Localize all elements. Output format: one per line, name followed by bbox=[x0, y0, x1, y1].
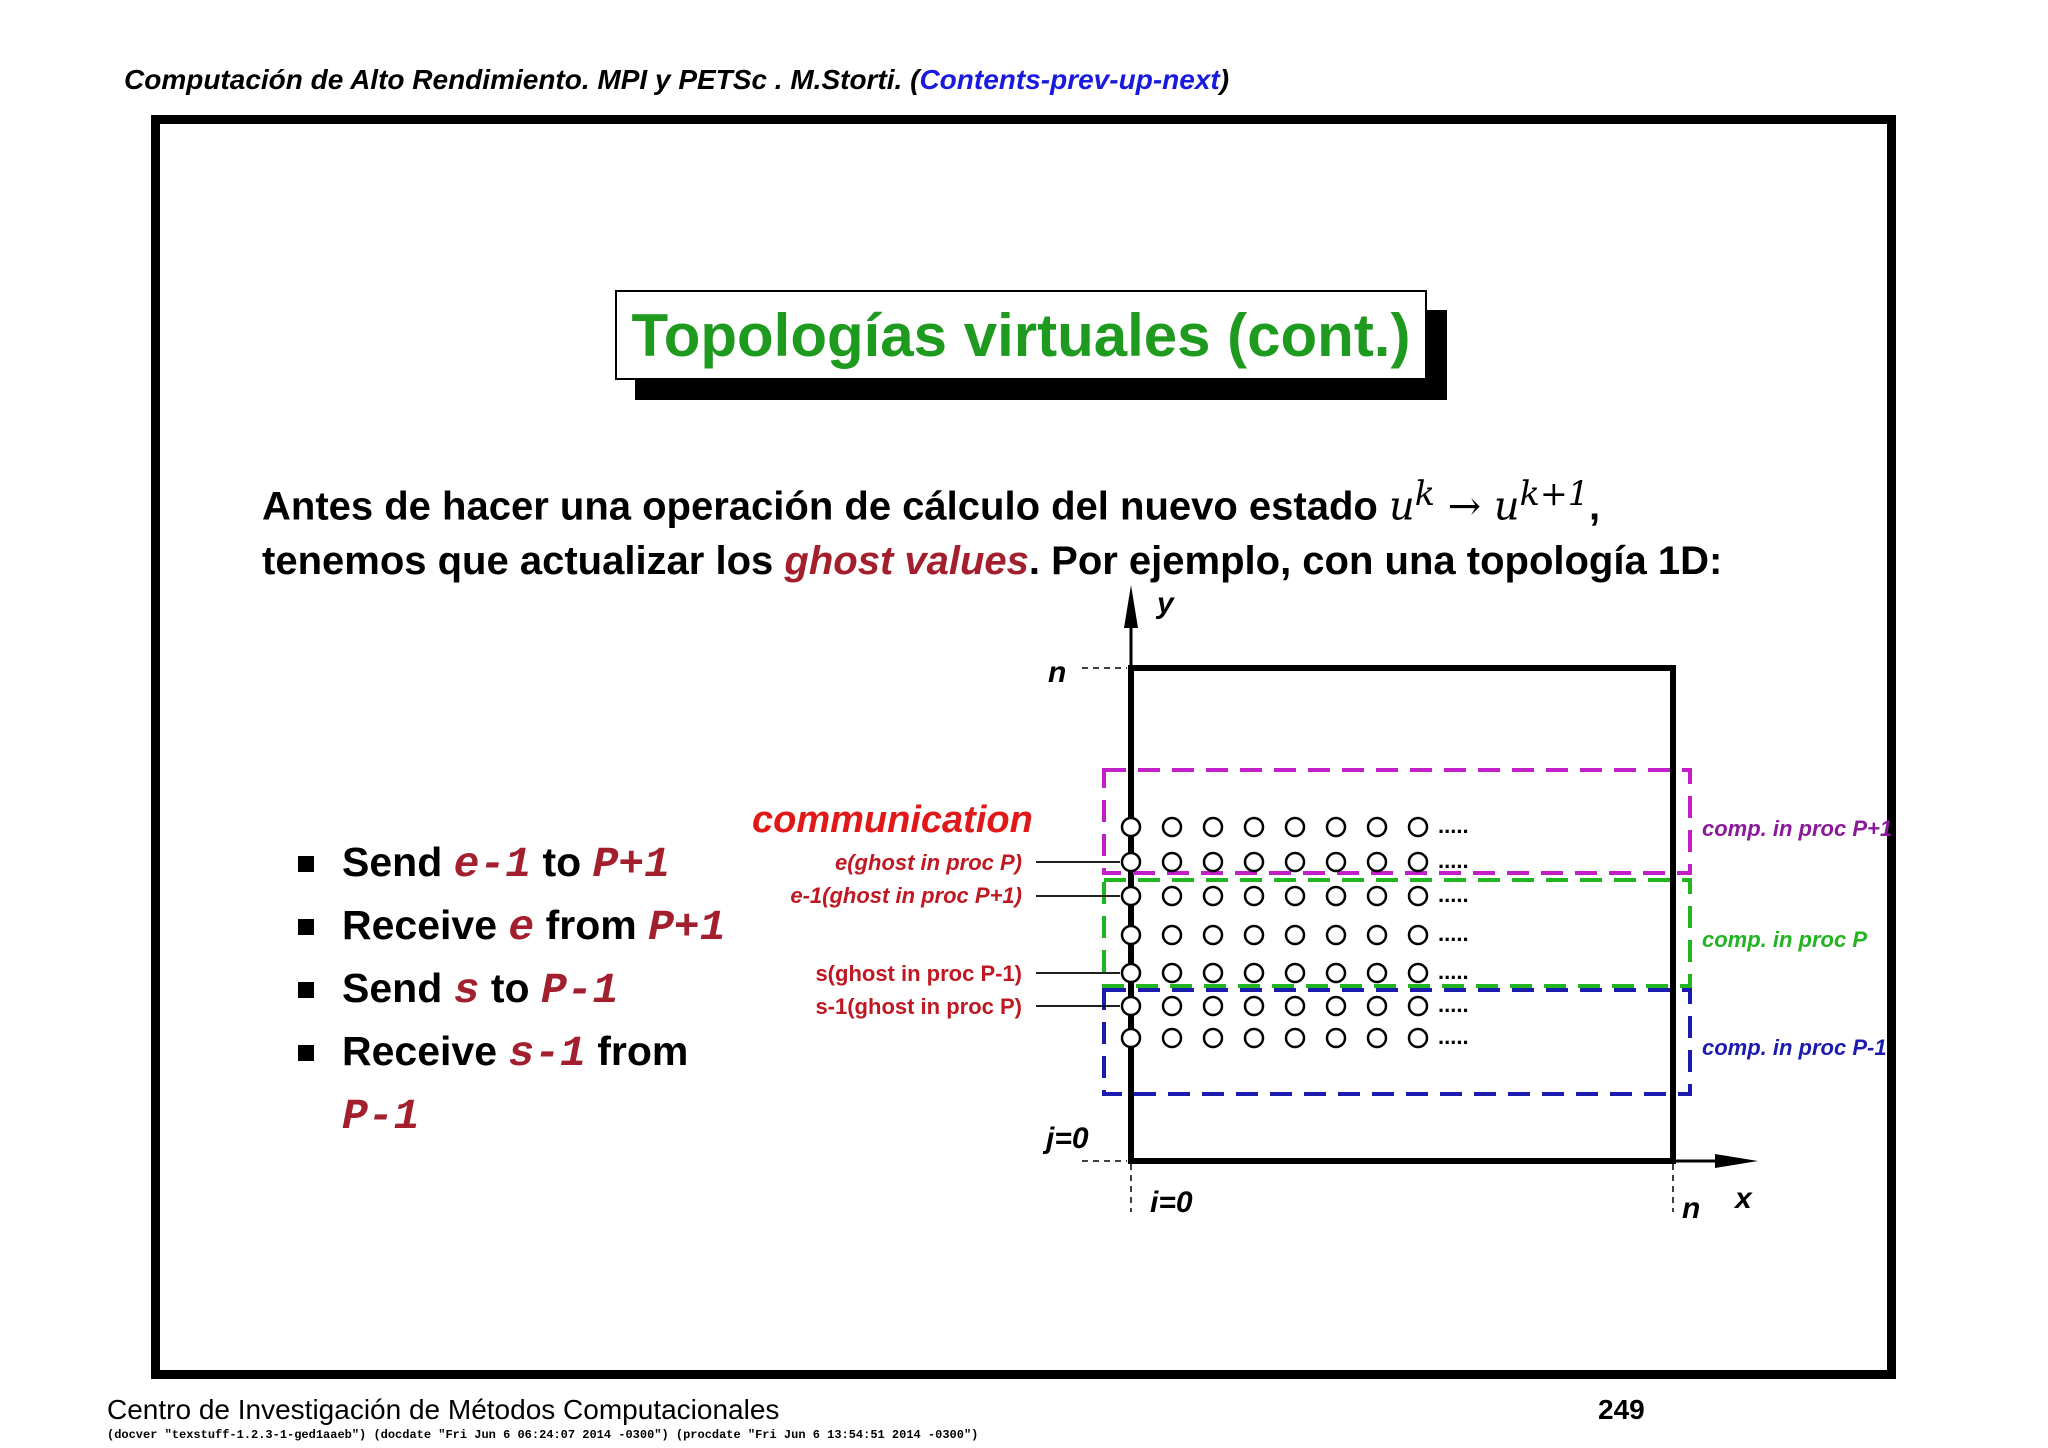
bullet-code: e bbox=[508, 903, 535, 952]
ghost-values-term: ghost values bbox=[784, 539, 1029, 584]
x-axis-arrow-icon bbox=[1715, 1154, 1758, 1168]
bullet-text: Send bbox=[342, 839, 454, 885]
i0-label: i=0 bbox=[1150, 1186, 1193, 1219]
node-row bbox=[1122, 997, 1427, 1015]
row-continuation-dots: ..... bbox=[1438, 921, 1469, 946]
node-row bbox=[1122, 887, 1427, 905]
proc-p-plus-1-region bbox=[1104, 770, 1690, 873]
slide-title: Topologías virtuales (cont.) bbox=[631, 301, 1411, 369]
ghost-label-s: s(ghost in proc P-1) bbox=[815, 961, 1022, 986]
ghost-label-e-1: e-1(ghost in proc P+1) bbox=[790, 883, 1022, 908]
bullet-text: Receive bbox=[342, 902, 509, 948]
math-k1: k+1 bbox=[1519, 474, 1589, 513]
y-axis-arrow-icon bbox=[1124, 585, 1138, 628]
ghost-label-s-1: s-1(ghost in proc P) bbox=[815, 994, 1022, 1019]
link-separator: - bbox=[1109, 64, 1119, 95]
proc-label-p-plus-1: comp. in proc P+1 bbox=[1702, 816, 1893, 841]
proc-label-p-minus-1: comp. in proc P-1 bbox=[1702, 1035, 1887, 1060]
ghost-label-e: e(ghost in proc P) bbox=[835, 850, 1022, 875]
domain-rectangle bbox=[1131, 668, 1673, 1161]
bullet-code: P-1 bbox=[342, 1092, 420, 1141]
header-close: ) bbox=[1219, 64, 1230, 95]
bullet-text: Receive bbox=[342, 1028, 509, 1074]
intro-text: tenemos que actualizar los bbox=[262, 539, 785, 584]
grid-nodes bbox=[1122, 818, 1427, 1047]
footer-institution: Centro de Investigación de Métodos Computacionales bbox=[107, 1394, 780, 1425]
node-row bbox=[1122, 926, 1427, 944]
page-number: 249 bbox=[1598, 1394, 1645, 1425]
next-link[interactable]: next bbox=[1162, 64, 1220, 95]
node-row bbox=[1122, 818, 1427, 836]
row-continuation-dots: ..... bbox=[1438, 992, 1469, 1017]
footer-meta: (docver "texstuff-1.2.3-1-ged1aaeb") (docdate "Fri Jun 6 06:24:07 2014 -0300") (procdate "Fri Jun 6 13:54:51 2014 -0300") bbox=[107, 1428, 979, 1442]
intro-text: . Por ejemplo, con una topología 1D: bbox=[1028, 539, 1723, 584]
link-separator: - bbox=[1152, 64, 1163, 95]
bullet-text: to bbox=[531, 839, 593, 885]
math-k: k bbox=[1414, 474, 1435, 513]
communication-label: communication bbox=[752, 799, 1033, 841]
bullet-text: from bbox=[534, 902, 649, 948]
n-top-label: n bbox=[1048, 656, 1067, 689]
row-continuation-dots: ..... bbox=[1438, 1024, 1469, 1049]
row-continuation-dots: ..... bbox=[1438, 813, 1469, 838]
x-axis-label: x bbox=[1735, 1182, 1752, 1215]
bullet-code: s bbox=[453, 966, 480, 1015]
node-row bbox=[1122, 1029, 1427, 1047]
link-separator: - bbox=[1040, 64, 1051, 95]
bullet-text: Send bbox=[342, 965, 454, 1011]
bullet-text: to bbox=[479, 965, 541, 1011]
intro-comma: , bbox=[1589, 484, 1601, 529]
proc-p-minus-1-region bbox=[1104, 990, 1690, 1094]
bullet-code: P-1 bbox=[540, 966, 619, 1015]
bullet-code: e-1 bbox=[453, 840, 532, 889]
proc-label-p: comp. in proc P bbox=[1702, 927, 1868, 952]
y-axis-label: y bbox=[1157, 587, 1174, 620]
contents-link[interactable]: Contents bbox=[919, 64, 1041, 95]
bullet-text: from bbox=[585, 1028, 689, 1074]
bullet-code: s-1 bbox=[508, 1029, 586, 1078]
node-row bbox=[1122, 853, 1427, 871]
proc-p-region bbox=[1104, 880, 1690, 986]
math-u: u bbox=[1388, 483, 1415, 530]
intro-text: Antes de hacer una operación de cálculo del nuevo estado bbox=[262, 484, 1389, 529]
math-u2: u bbox=[1493, 483, 1520, 530]
row-continuation-dots: ..... bbox=[1438, 848, 1469, 873]
up-link[interactable]: up bbox=[1118, 64, 1153, 95]
bullet-code: P+1 bbox=[648, 903, 726, 952]
math-arrow: → bbox=[1434, 483, 1494, 530]
header-title: Computación de Alto Rendimiento. MPI y PETSc . M.Storti. ( bbox=[124, 64, 920, 95]
j0-label: j=0 bbox=[1046, 1122, 1089, 1155]
bullet-code: P+1 bbox=[592, 840, 670, 889]
node-row bbox=[1122, 964, 1427, 982]
prev-link[interactable]: prev bbox=[1050, 64, 1110, 95]
row-continuation-dots: ..... bbox=[1438, 959, 1469, 984]
n-right-label: n bbox=[1682, 1192, 1701, 1225]
row-continuation-dots: ..... bbox=[1438, 882, 1469, 907]
